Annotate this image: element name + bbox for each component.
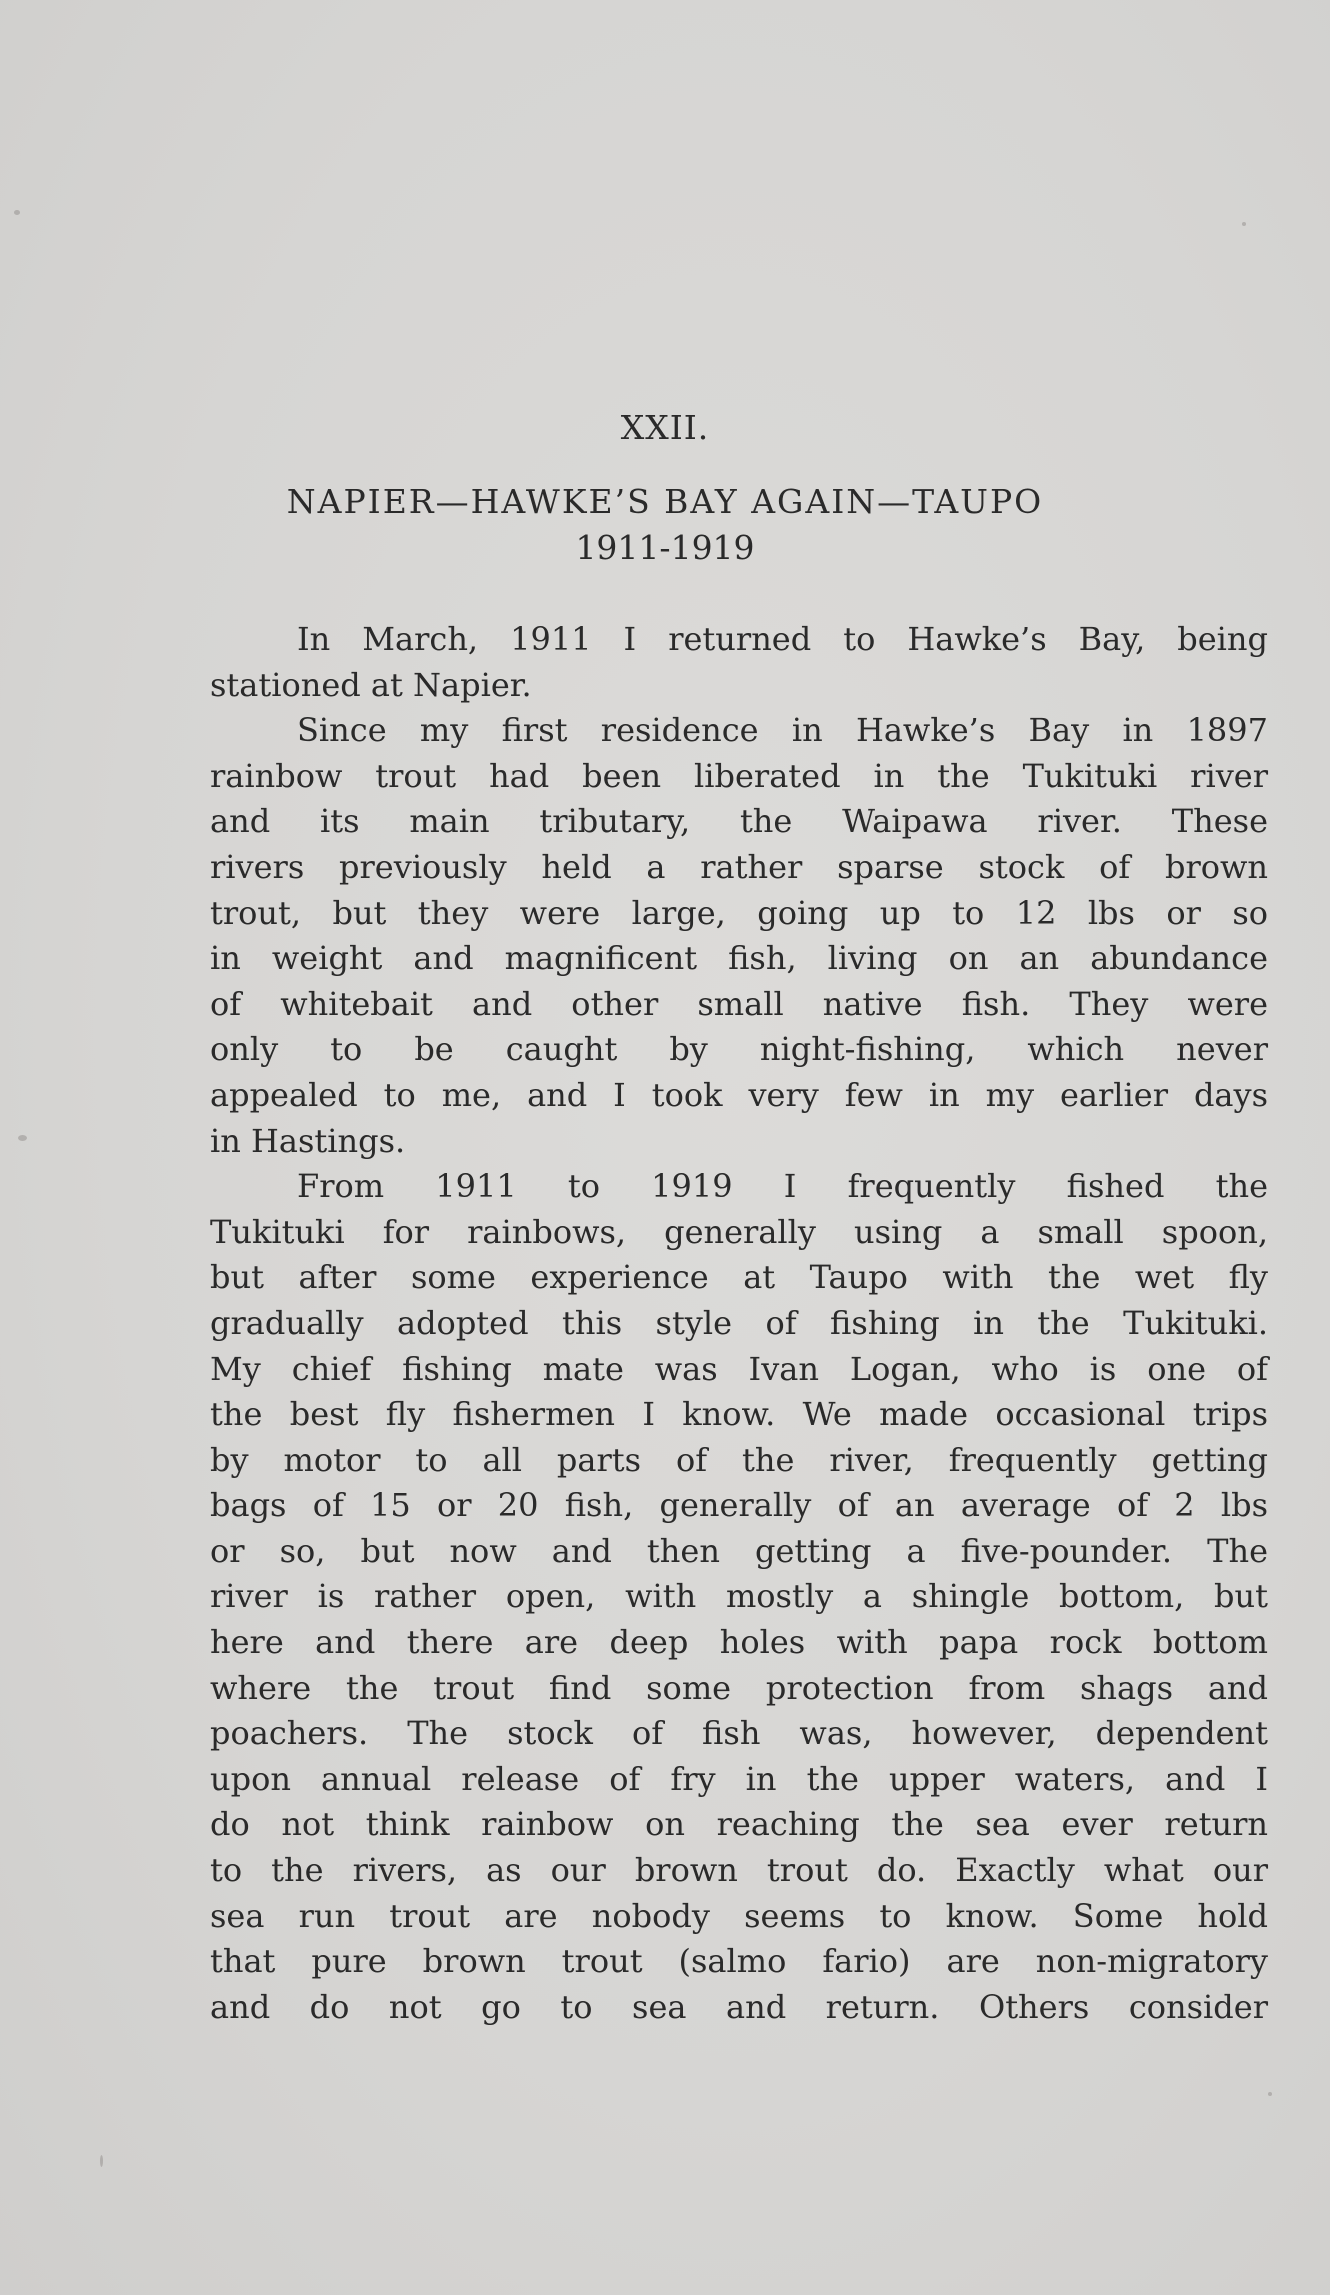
chapter-number: XXII. bbox=[620, 408, 710, 447]
text-line: where the trout find some protection from shags and bbox=[210, 1668, 1268, 1707]
text-line: gradually adopted this style of fishing in the Tukituki. bbox=[210, 1303, 1268, 1342]
text-line: that pure brown trout (salmo fario) are non-migratory bbox=[210, 1942, 1268, 1981]
paper-speck bbox=[1242, 222, 1246, 226]
text-line: Tukituki for rainbows, generally using a small spoon, bbox=[210, 1212, 1268, 1251]
text-line: In March, 1911 I returned to Hawke’s Bay, being bbox=[297, 620, 1268, 658]
text-line: and do not go to sea and return. Others consider bbox=[210, 1987, 1268, 2026]
paper-speck bbox=[14, 210, 20, 215]
paper-speck bbox=[100, 2155, 103, 2167]
text-line: here and there are deep holes with papa rock bottom bbox=[210, 1623, 1268, 1662]
chapter-years: 1911-1919 bbox=[575, 528, 755, 567]
text-line: the best fly fishermen I know. We made occasional trips bbox=[210, 1395, 1268, 1434]
text-line: to the rivers, as our brown trout do. Exactly what our bbox=[210, 1851, 1268, 1890]
text-line: appealed to me, and I took very few in my earlier days bbox=[210, 1075, 1268, 1114]
text-line: trout, but they were large, going up to 12 lbs or so bbox=[210, 893, 1268, 932]
text-line: upon annual release of fry in the upper waters, and I bbox=[210, 1759, 1268, 1798]
text-line: but after some experience at Taupo with the wet fly bbox=[210, 1258, 1268, 1297]
text-line: and its main tributary, the Waipawa river. These bbox=[210, 802, 1268, 841]
text-line: in weight and magnificent fish, living on an abundance bbox=[210, 939, 1268, 978]
text-line: do not think rainbow on reaching the sea ever return bbox=[210, 1805, 1268, 1844]
text-line: by motor to all parts of the river, frequently getting bbox=[210, 1440, 1268, 1479]
text-line: sea run trout are nobody seems to know. Some hold bbox=[210, 1896, 1268, 1935]
text-line: of whitebait and other small native fish. They were bbox=[210, 984, 1268, 1023]
text-line: rivers previously held a rather sparse stock of brown bbox=[210, 847, 1268, 886]
text-line: bags of 15 or 20 fish, generally of an average of 2 lbs bbox=[210, 1486, 1268, 1525]
text-line: river is rather open, with mostly a shingle bottom, but bbox=[210, 1577, 1268, 1616]
text-line: Since my first residence in Hawke’s Bay in 1897 bbox=[297, 711, 1268, 750]
text-line: From 1911 to 1919 I frequently fished the bbox=[297, 1167, 1268, 1206]
text-line: My chief fishing mate was Ivan Logan, who is one of bbox=[210, 1349, 1268, 1388]
text-line: or so, but now and then getting a five-pounder. The bbox=[210, 1531, 1268, 1570]
body-text bbox=[210, 617, 1268, 2030]
text-line: in Hastings. bbox=[210, 1121, 406, 1160]
text-line: stationed at Napier. bbox=[210, 665, 532, 704]
text-line: rainbow trout had been liberated in the Tukituki river bbox=[210, 756, 1268, 795]
text-line: only to be caught by night-fishing, which never bbox=[210, 1030, 1268, 1069]
chapter-title: NAPIER—HAWKE’S BAY AGAIN—TAUPO bbox=[286, 482, 1044, 521]
text-line: poachers. The stock of fish was, however, dependent bbox=[210, 1714, 1268, 1753]
paper-speck bbox=[18, 1135, 27, 1141]
paper-speck bbox=[1268, 2092, 1272, 2096]
